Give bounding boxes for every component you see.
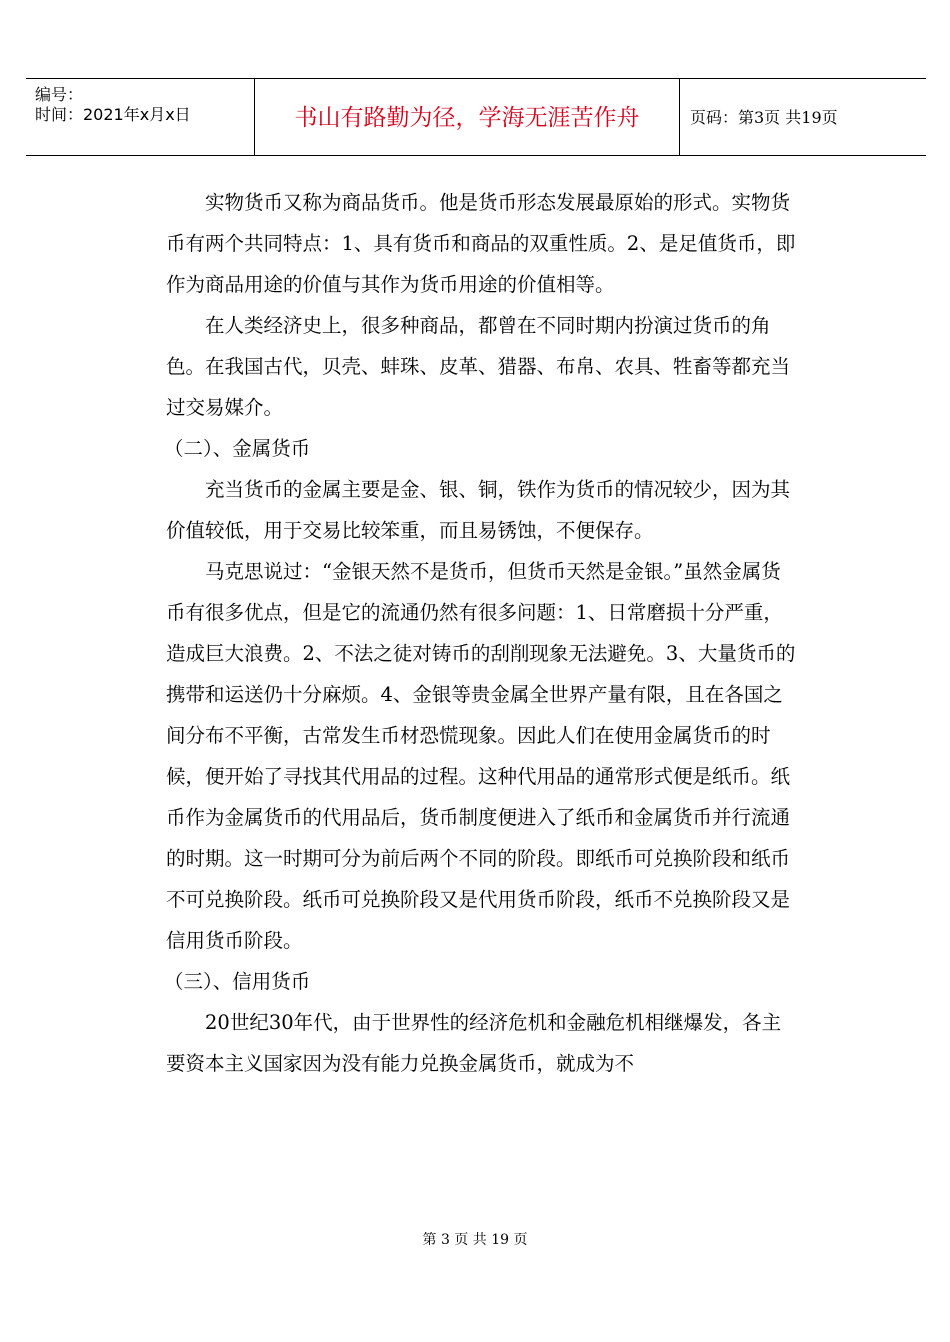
header-meta-cell <box>26 79 254 155</box>
document-header <box>26 78 926 156</box>
header-page-cell <box>680 79 926 155</box>
document-body <box>166 182 798 1084</box>
paragraph-credit-money: 20世纪30年代，由于世界性的经济危机和金融危机相继爆发，各主要资本主义国家因为没有能力兑换金属货币，就成为不 <box>166 1011 782 1075</box>
paragraph-physical-money: 实物货币又称为商品货币。他是货币形态发展最原始的形式。实物货币有两个共同特点：1、具有货币和商品的双重性质。2、是足值货币，即作为商品用途的价值与其作为货币用途的价值相等。 <box>166 191 796 296</box>
document-time-label: 时间：2021年x月x日 <box>35 105 191 124</box>
paragraph-history: 在人类经济史上，很多种商品，都曾在不同时期内扮演过货币的角色。在我国古代，贝壳、蚌珠、皮革、猎器、布帛、农具、牲畜等都充当过交易媒介。 <box>166 314 791 419</box>
document-number-label: 编号： <box>35 85 84 104</box>
header-motto: 书山有路勤为径，学海无涯苦作舟 <box>294 105 640 131</box>
section-heading-credit-money: （三）、信用货币 <box>164 970 311 993</box>
section-heading-metal-money: （二）、金属货币 <box>164 437 311 460</box>
page-footer: 第 3 页 共 19 页 <box>422 1232 528 1248</box>
header-page-info: 页码：第3页 共19页 <box>690 108 838 127</box>
header-motto-cell <box>254 79 680 155</box>
paragraph-marx: 马克思说过：“金银天然不是货币，但货币天然是金银。”虽然金属货币有很多优点，但是它的流通仍然有很多问题：1、日常磨损十分严重，造成巨大浪费。2、不法之徒对铸币的刮削现象无法避免。3、大量货币的携带和运送仍十分麻烦。4、金银等贵金属全世界产量有限，且在各国之间分布不平衡，古常发生币材恐慌现象。因此人们在使用金属货币的时候，便开始了寻找其代用品的过程。这种代用品的通常形式便是纸币。纸币作为金属货币的代用品后，货币制度便进入了纸币和金属货币并行流通的时期。这一时期可分为前后两个不同的阶段。即纸币可兑换阶段和纸币不可兑换阶段。纸币可兑换阶段又是代用货币阶段，纸币不兑换阶段又是信用货币阶段。 <box>166 560 796 952</box>
paragraph-metals: 充当货币的金属主要是金、银、铜，铁作为货币的情况较少，因为其价值较低，用于交易比较笨重，而且易锈蚀，不便保存。 <box>166 478 791 542</box>
